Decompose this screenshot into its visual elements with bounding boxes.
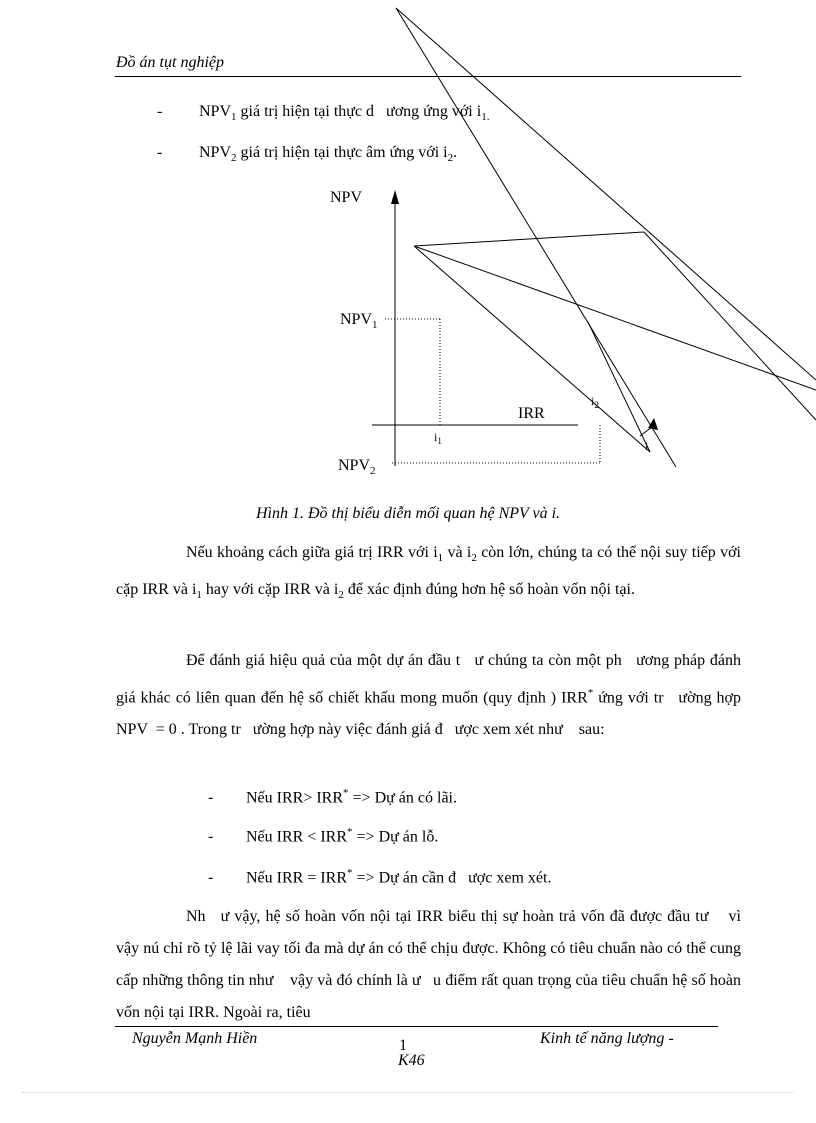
- paragraph-irr-star: Để đánh giá hiệu quả của một dự án đầu t ư chúng ta còn một ph ương pháp đánh giá khác có liên quan đến hệ số chiết khấu mong muốn (quy định ) IRR* ứng với tr ường hợp NPV = 0 . Trong tr ường hợp này việc đánh giá đ ược xem xét như sau:: [116, 652, 745, 739]
- diagonal-line: [644, 232, 816, 420]
- page-number: 1: [399, 1037, 407, 1054]
- footer-class: K46: [398, 1052, 425, 1069]
- bullet-dash: -: [157, 103, 163, 120]
- bullet-term: NPV: [199, 103, 232, 120]
- footer-department: Kinh tế năng lượng -: [540, 1030, 674, 1047]
- footer-divider: [115, 1026, 718, 1027]
- bullet-term: NPV: [199, 144, 232, 161]
- bullet-text-sub: 2: [447, 152, 454, 165]
- bullet-text-sub: 1.: [481, 111, 490, 124]
- diagonal-line: [396, 8, 676, 467]
- page-bottom-edge: [22, 1092, 794, 1093]
- npv-irr-figure: [0, 0, 816, 500]
- y-axis-arrow-icon: [391, 190, 399, 204]
- condition-profit: - Nếu IRR> IRR* => Dự án có lãi.: [208, 787, 457, 807]
- bullet-dash: -: [157, 144, 163, 161]
- label-i: i: [645, 439, 649, 453]
- bullet-text-tail: .: [453, 144, 458, 161]
- footer-author: Nguyễn Mạnh Hiền: [132, 1030, 258, 1047]
- diagonal-line: [414, 246, 816, 390]
- label-npv: NPV: [330, 189, 363, 206]
- bullet-term-sub: 1: [231, 111, 237, 124]
- label-npv1: $NPV_1$: [340, 311, 378, 331]
- bullet-text: giá trị hiện tại thực âm ứng với i: [236, 144, 448, 161]
- bullet-text: giá trị hiện tại thực d ương ứng với i: [236, 103, 482, 120]
- figure-caption: Hình 1. Đồ thị biểu diễn mối quan hệ NPV và i.: [255, 505, 561, 522]
- condition-loss: - Nếu IRR < IRR* => Dự án lỗ.: [208, 826, 439, 846]
- paragraph-interpolation: Nếu khoảng cách giữa giá trị IRR với $i_1$ và $i_2$ còn lớn, chúng ta có thể nội suy tiếp với cặp IRR và $i_1$ hay với cặp IRR và $i_2$ để xác định đúng hơn hệ số hoàn vốn nội tại.: [116, 544, 742, 602]
- header-title: Đồ án tụt nghiệp: [116, 54, 224, 71]
- diagonal-line: [414, 232, 644, 246]
- paragraph-summary: Nh ư vậy, hệ số hoàn vốn nội tại IRR biểu thị sự hoàn trả vốn đã được đầu tư vì vậy nú chỉ rõ tỷ lệ lãi vay tối đa mà dự án có thể chịu được. Không có tiêu chuẩn nào có thể cung cấp những thông tin như vậy và đó chính là ư u điểm rất quan trọng của tiêu chuẩn hệ số hoàn vốn nội tại IRR. Ngoài ra, tiêu: [116, 908, 745, 1021]
- diagonal-line: [588, 322, 650, 452]
- bullet-term-sub: 2: [231, 152, 237, 165]
- label-npv2: $NPV_2$: [338, 457, 376, 477]
- diagonal-line: [396, 8, 816, 380]
- label-i1: $i_1$: [434, 430, 442, 446]
- label-i2: $i_2$: [591, 394, 599, 410]
- label-irr: IRR: [518, 405, 545, 422]
- condition-review: - Nếu IRR = IRR* => Dự án cần đ ược xem xét.: [208, 867, 552, 887]
